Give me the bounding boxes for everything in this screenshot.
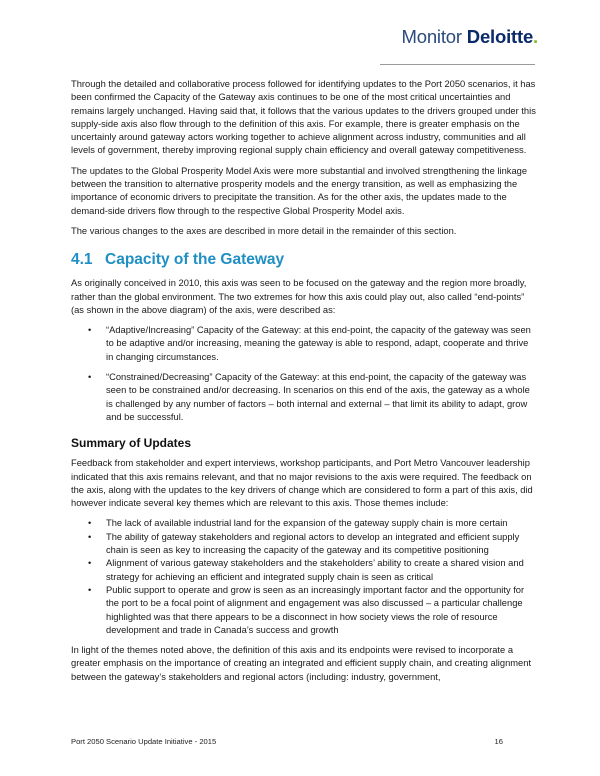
footer-title: Port 2050 Scenario Update Initiative - 2015 (71, 737, 217, 746)
section-heading (71, 251, 537, 269)
list-item (71, 371, 537, 424)
endpoints-list (71, 324, 537, 424)
brand-logo (402, 26, 538, 48)
list-item (71, 517, 537, 530)
bullet-icon: • (88, 531, 92, 542)
theme-text: Alignment of various gateway stakeholders and the stakeholders’ ability to create a shared vision and strategy for achieving an efficient and integrated supply chain is seen as critical (106, 558, 524, 582)
bullet-icon: • (88, 372, 92, 383)
themes-list (71, 517, 537, 637)
intro-paragraph-2: The updates to the Global Prosperity Model Axis were more substantial and involved strengthening the linkage between the transition to alternative prosperity models and the energy transition, as well as emphasizing the importance of economic drivers to precipitate the transition. As for the other axis, the updates made to the demand-side drivers flow through to the respective Global Prosperity Model axis. (71, 165, 528, 216)
section-intro-paragraph: As originally conceived in 2010, this axis was seen to be focused on the gateway and the region more broadly, rather than the global environment. The two extremes for how this axis could play out, also called “end-points” (as shown in the above diagram) of the axis, were described as: (71, 278, 527, 315)
list-item (71, 324, 537, 364)
endpoint-text: “Constrained/Decreasing” Capacity of the Gateway: at this end-point, the capacity of the gateway was seen to be constrained and/or decreasing. In scenarios on this end of the axis, the gateway as a whole is challenged by any number of factors – both internal and external – that limit its ability to adapt, grow and be successful. (106, 372, 530, 422)
list-item (71, 584, 537, 637)
bullet-icon: • (88, 325, 92, 336)
theme-text: Public support to operate and grow is seen as an increasingly important factor and the opportunity for the port to be a focal point of alignment and engagement was also discussed – a particular challenge highlighted was that there appears to be a disconnect in how society views the role of resource development and trade in Canada’s success and growth (106, 584, 525, 635)
page-body (71, 78, 537, 691)
theme-text: The lack of available industrial land for the expansion of the gateway supply chain is more certain (106, 518, 508, 529)
page-footer (71, 737, 503, 746)
closing-paragraph: In light of the themes noted above, the definition of this axis and its endpoints were revised to incorporate a greater emphasis on the importance of creating an integrated and efficient supply chain, and creating alignment between the gateway’s stakeholders and regional actors (including: industry, government, (71, 645, 532, 682)
logo-deloitte-text: Deloitte (466, 26, 534, 47)
list-item (71, 557, 537, 584)
subsection-heading: Summary of Updates (71, 436, 192, 451)
bullet-icon: • (88, 518, 92, 529)
intro-paragraph-3: The various changes to the axes are described in more detail in the remainder of this section. (71, 225, 457, 236)
section-number: 4.1 (71, 251, 93, 269)
endpoint-text: “Adaptive/Increasing” Capacity of the Gateway: at this end-point, the capacity of the gateway was seen to be adaptive and/or increasing, meaning the gateway is able to respond, adapt, cooperate and thrive in changing circumstances. (106, 325, 531, 362)
theme-text: The ability of gateway stakeholders and regional actors to develop an integrated and efficient supply chain is seen as key to increasing the capacity of the gateway and its competitive positioning (106, 531, 520, 556)
intro-paragraph-1: Through the detailed and collaborative process followed for identifying updates to the Port 2050 scenarios, it has been confirmed the Capacity of the Gateway axis continues to be one of the most critical uncertainties and remains largely unchanged. Having said that, it follows that the various updates to the drivers grouped under this supply-side axis also flow through to the definition of this axis. For example, there is greater emphasis on the uncertainly around gateway actors working together to achieve alignment across industry, communities and all levels of government, thereby improving regional supply chain efficiency and overall gateway competitiveness. (71, 79, 536, 156)
logo-green-dot: . (533, 26, 538, 47)
logo-monitor-text: Monitor (401, 26, 462, 47)
list-item (71, 531, 537, 558)
bullet-icon: • (88, 584, 92, 595)
page-number: 16 (494, 737, 503, 746)
header-divider (380, 64, 535, 65)
section-title: Capacity of the Gateway (105, 251, 285, 269)
summary-intro-paragraph: Feedback from stakeholder and expert interviews, workshop participants, and Port Metro Vancouver leadership indicated that this axis remains relevant, and that no major revisions to the axis were required. The feedback on the axis, along with the updates to the key drivers of change which are considered to form a part of this axis, did however indicate several key themes which are relevant to this axis. Those themes include: (71, 458, 533, 509)
bullet-icon: • (88, 558, 92, 569)
